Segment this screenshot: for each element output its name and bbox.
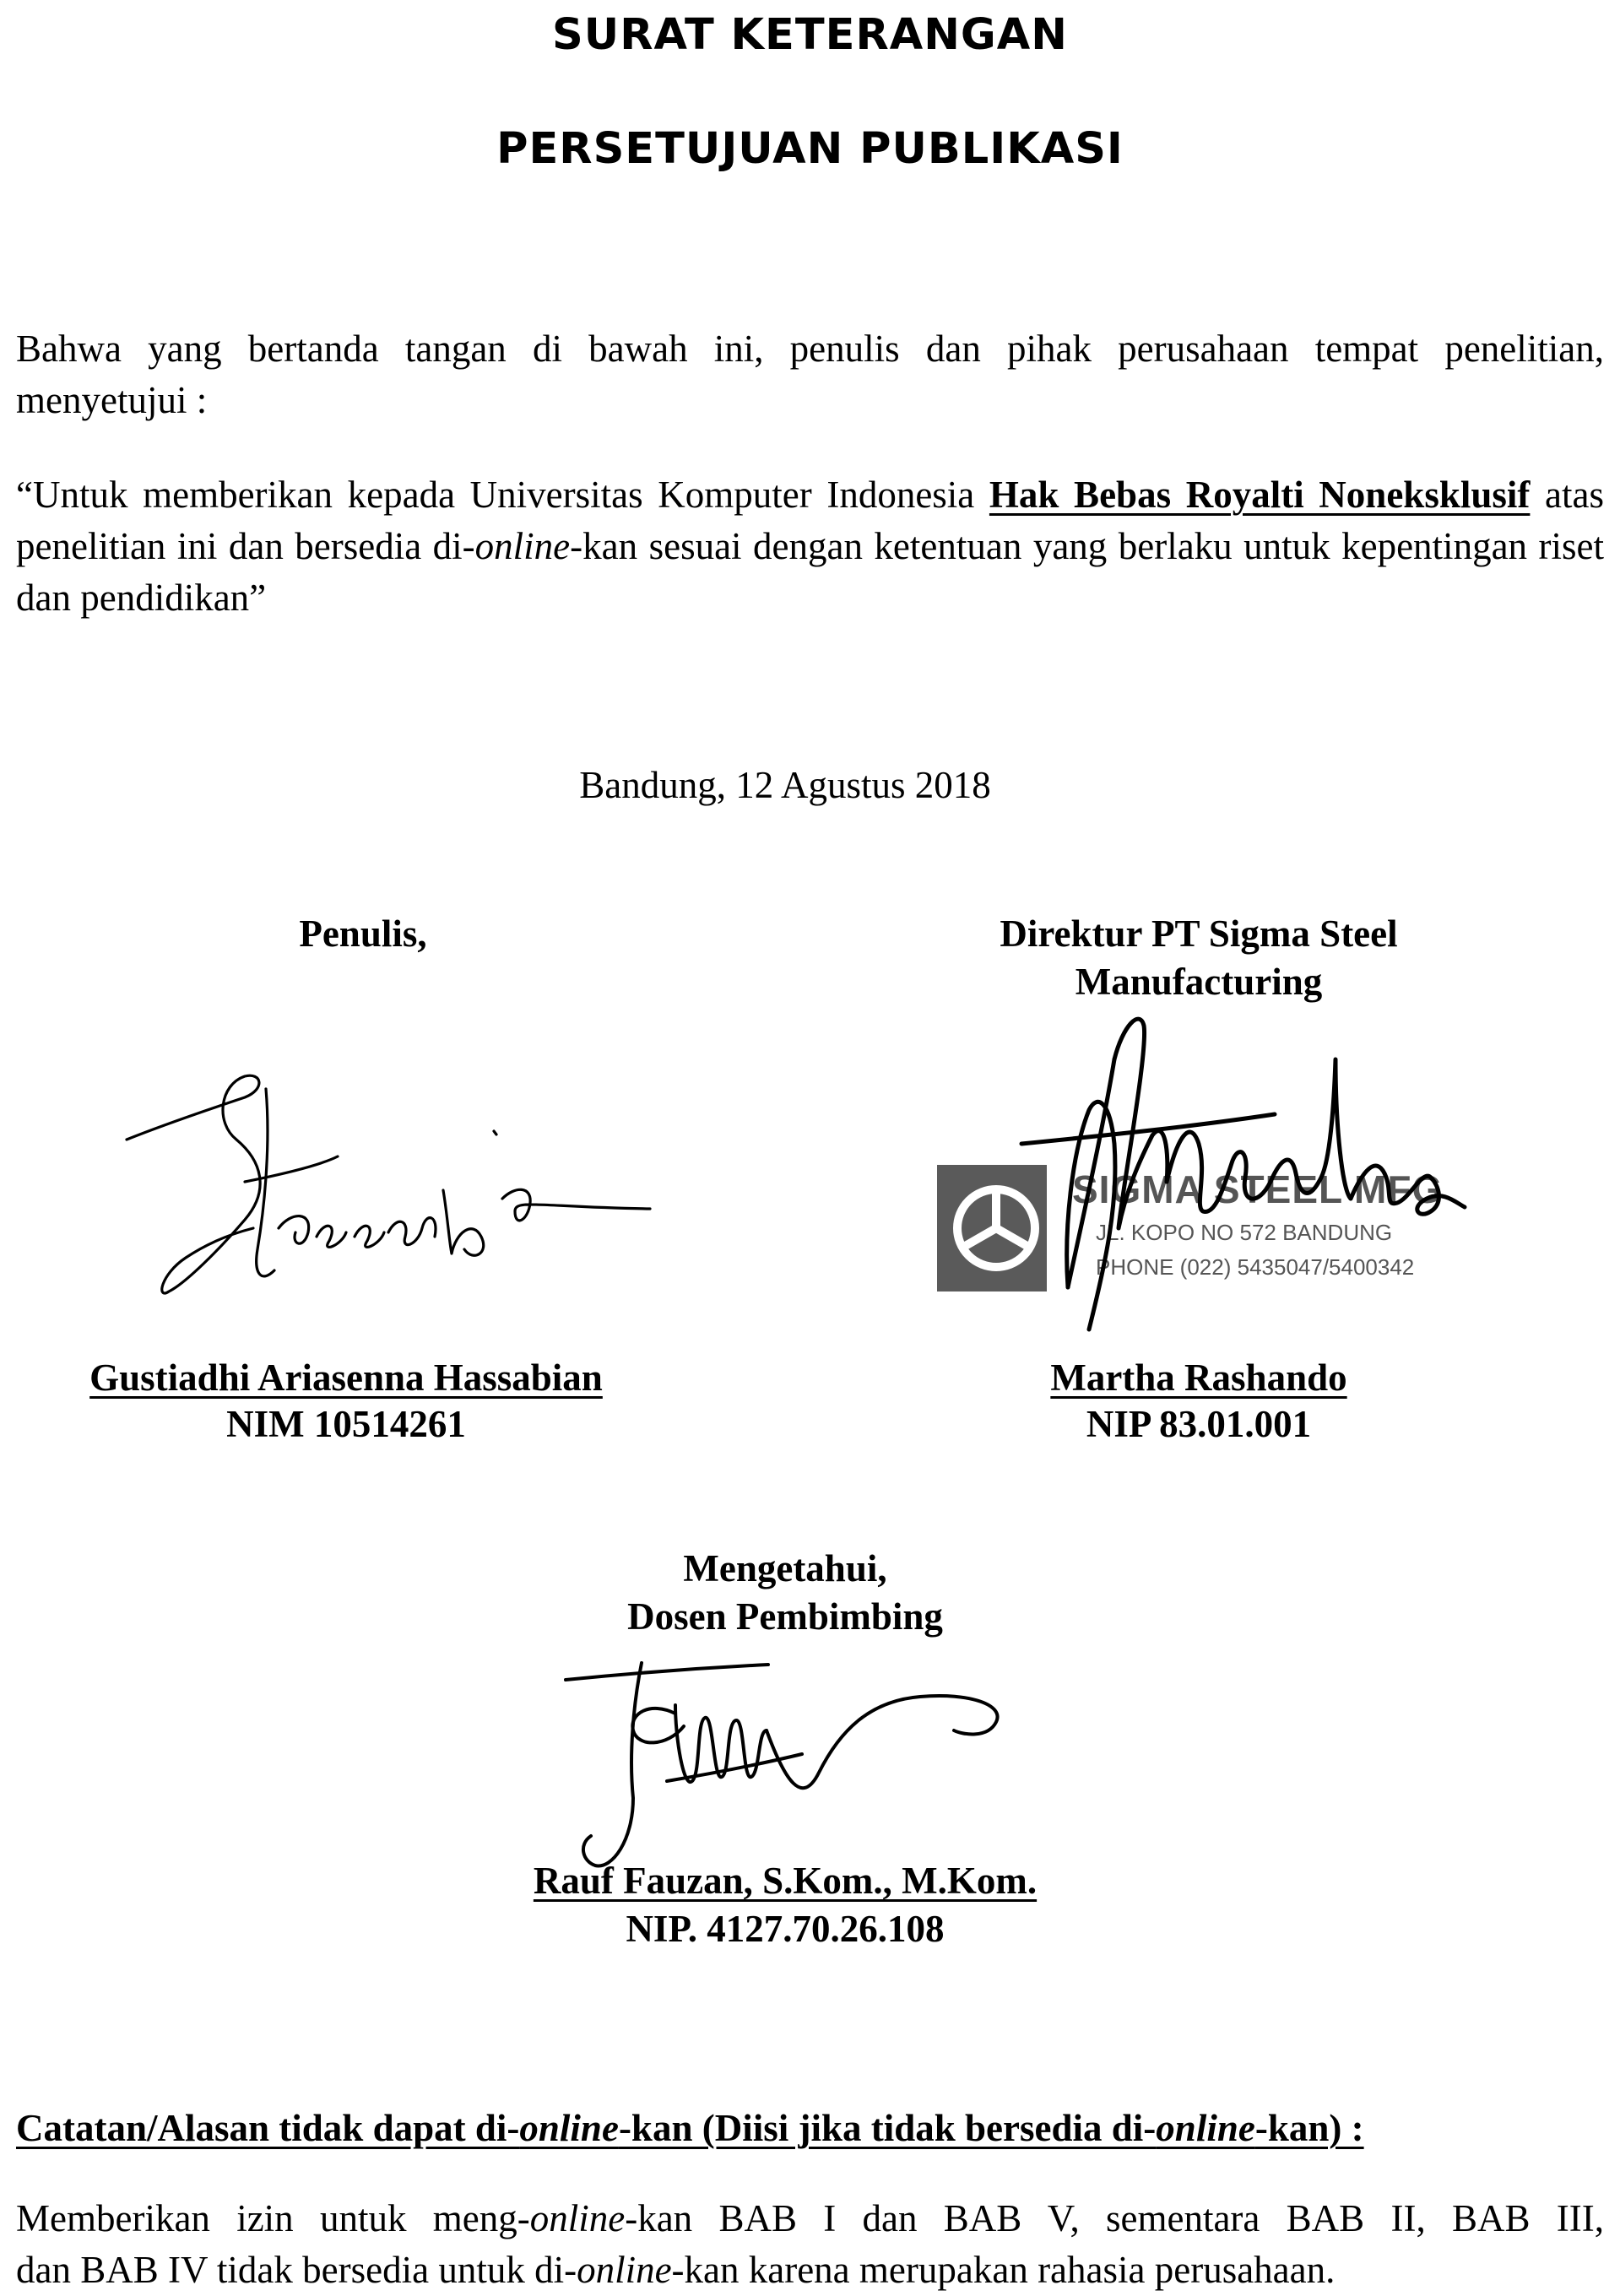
statement-online-term: online bbox=[474, 525, 571, 567]
note-heading bbox=[16, 2104, 1604, 2152]
writer-role: Penulis, bbox=[299, 912, 427, 955]
director-signature bbox=[971, 1009, 1469, 1346]
statement-text-1: “Untuk memberikan kepada Universitas Komputer Indonesia bbox=[16, 474, 989, 516]
supervisor-id: NIP. 4127.70.26.108 bbox=[626, 1908, 945, 1950]
note-body-line-1 bbox=[16, 2193, 1604, 2245]
note-body-text-3: dan BAB IV tidak bersedia untuk di- bbox=[16, 2249, 577, 2291]
note-heading-text-2: -kan (Diisi jika tidak bersedia di- bbox=[618, 2107, 1157, 2149]
supervisor-signature bbox=[549, 1654, 1021, 1874]
intro-line-2: menyetujui : bbox=[16, 379, 208, 421]
note-heading-text-1: Catatan/Alasan tidak dapat di- bbox=[16, 2107, 520, 2149]
acknowledgement-label: Mengetahui, bbox=[683, 1547, 887, 1589]
director-role-line-1: Direktur PT Sigma Steel bbox=[1000, 912, 1398, 955]
stamp-address: JL. KOPO NO 572 BANDUNG bbox=[1096, 1220, 1393, 1245]
director-role-line-2: Manufacturing bbox=[1075, 961, 1323, 1003]
supervisor-role: Dosen Pembimbing bbox=[627, 1595, 943, 1638]
note-body-online-1: online bbox=[529, 2197, 626, 2239]
note-heading-text-3: -kan) : bbox=[1254, 2107, 1364, 2149]
document-subtitle: PERSETUJUAN PUBLIKASI bbox=[496, 124, 1124, 174]
place-date: Bandung, 12 Agustus 2018 bbox=[579, 764, 991, 806]
statement-text-3: -kan sesuai dengan ketentuan yang berlaku untuk kepentingan riset dan pendidikan” bbox=[16, 525, 1604, 619]
note-body bbox=[16, 2193, 1604, 2296]
director-name: Martha Rashando bbox=[1050, 1356, 1347, 1399]
note-body-text-4: -kan karena merupakan rahasia perusahaan. bbox=[671, 2249, 1336, 2291]
note-body-text-1: Memberikan izin untuk meng- bbox=[16, 2197, 530, 2239]
director-id: NIP 83.01.001 bbox=[1086, 1403, 1312, 1445]
statement-paragraph bbox=[16, 469, 1604, 624]
note-heading-online-2: online bbox=[1156, 2107, 1255, 2149]
writer-signature bbox=[118, 1072, 658, 1308]
document-title: SURAT KETERANGAN bbox=[552, 10, 1068, 60]
note-body-online-2: online bbox=[577, 2249, 672, 2291]
intro-line-1: Bahwa yang bertanda tangan di bawah ini, penulis dan pihak perusahaan tempat penelitian, bbox=[16, 328, 1604, 370]
stamp-phone: PHONE (022) 5435047/5400342 bbox=[1096, 1254, 1415, 1280]
intro-paragraph bbox=[16, 323, 1604, 426]
writer-id: NIM 10514261 bbox=[226, 1403, 466, 1445]
statement-text-2: atas penelitian ini dan bersedia di- bbox=[16, 474, 1604, 567]
stamp-brand: SIGMA STEEL MFG bbox=[1072, 1167, 1444, 1211]
writer-name: Gustiadhi Ariasenna Hassabian bbox=[89, 1356, 603, 1399]
supervisor-name: Rauf Fauzan, S.Kom., M.Kom. bbox=[533, 1860, 1038, 1902]
note-body-text-2: -kan BAB I dan BAB V, sementara BAB II, BAB III, bbox=[625, 2197, 1604, 2239]
statement-license-term: Hak Bebas Royalti Noneksklusif bbox=[989, 474, 1531, 516]
note-heading-online-1: online bbox=[519, 2107, 619, 2149]
